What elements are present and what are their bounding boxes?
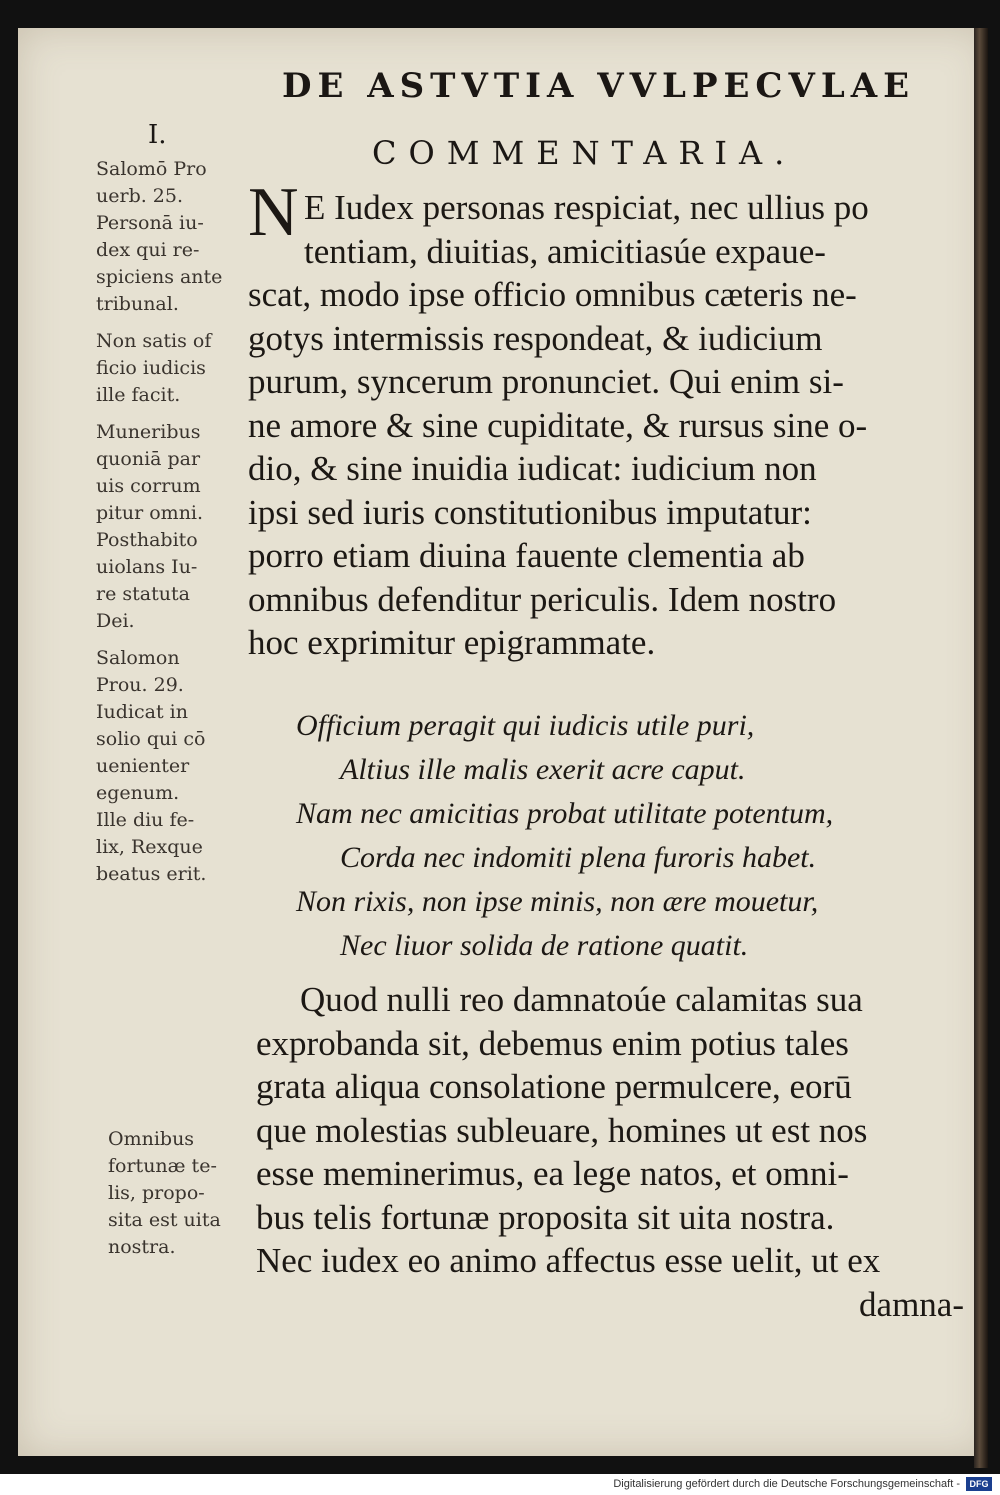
page-edge [974, 28, 988, 1468]
verse-line: Non rixis, non ipse minis, non ære mouetur, [296, 885, 819, 918]
verse-line: Corda nec indomiti plena furoris habet. [340, 841, 817, 874]
text-line: porro etiam diuina fauente clementia ab [248, 536, 805, 575]
section-title: COMMENTARIA. [372, 134, 797, 172]
text-line: Nec iudex eo animo affectus esse uelit, ut ex [256, 1241, 881, 1280]
body-text-second [256, 978, 976, 1326]
text-line: dio, & sine inuidia iudicat: iudicium non [248, 449, 817, 488]
margin-note: Salomō Pro uerb. 25. Personā iu- dex qui re- spiciens ante tribunal. [96, 158, 223, 315]
verse-line: Altius ille malis exerit acre caput. [340, 753, 746, 786]
footer-credit: Digitalisierung gefördert durch die Deutsche Forschungsgemeinschaft - [613, 1478, 960, 1490]
body-text-first [248, 186, 968, 665]
text-line: ne amore & sine cupiditate, & rursus sine o- [248, 405, 868, 445]
folio-number: I. [148, 120, 167, 150]
text-line: ipsi sed iuris constitutionibus imputatur: [248, 492, 812, 532]
digitization-footer [0, 1474, 1000, 1495]
margin-note: Omnibus fortunæ te- lis, propo- sita est uita nostra. [108, 1128, 221, 1258]
text-line: Quod nulli reo damnatoúe calamitas sua [300, 980, 863, 1019]
verse-line: Nec liuor solida de ratione quatit. [340, 929, 749, 962]
text-line: que molestias subleuare, homines ut est nos [256, 1110, 868, 1150]
text-line: esse meminerimus, ea lege natos, et omni- [256, 1154, 849, 1193]
text-line: scat, modo ipse officio omnibus cæteris ne- [248, 275, 857, 314]
text-line: hoc exprimitur epigrammate. [248, 623, 656, 662]
text-line: grata aliqua consolatione permulcere, eorū [256, 1067, 852, 1106]
text-line: gotys intermissis respondeat, & iudicium [248, 318, 823, 358]
text-line: exprobanda sit, debemus enim potius tales [256, 1023, 849, 1063]
dfg-logo-icon: DFG [966, 1477, 992, 1491]
drop-cap: N [248, 174, 299, 251]
margin-notes-bottom [108, 1126, 258, 1271]
text-line: purum, syncerum pronunciet. Qui enim si- [248, 362, 844, 401]
margin-note: Non satis of ficio iudicis ille facit. [96, 330, 212, 406]
text-line: omnibus defenditur periculis. Idem nostro [248, 579, 837, 619]
text-line: bus telis fortunæ proposita sit uita nostra. [256, 1197, 835, 1237]
margin-note: Muneribus quoniā par uis corrum pitur omni. Posthabito uiolans Iu- re statuta Dei. [96, 421, 204, 632]
text-line: tentiam, diuitias, amicitiasúe expaue- [304, 231, 826, 271]
verse-line: Officium peragit qui iudicis utile puri, [296, 709, 755, 742]
text-line: E Iudex personas respiciat, nec ullius po [304, 188, 869, 227]
catchword: damna- [859, 1284, 964, 1324]
margin-notes-top [96, 156, 256, 898]
margin-note: Salomon Prou. 29. Iudicat in solio qui cō uenienter egenum. Ille diu fe- lix, Rexque beatus erit. [96, 647, 207, 885]
verse-line: Nam nec amicitias probat utilitate potentum, [296, 797, 834, 830]
epigram [296, 704, 936, 968]
running-title: DE ASTVTIA VVLPECVLAE [282, 66, 916, 106]
